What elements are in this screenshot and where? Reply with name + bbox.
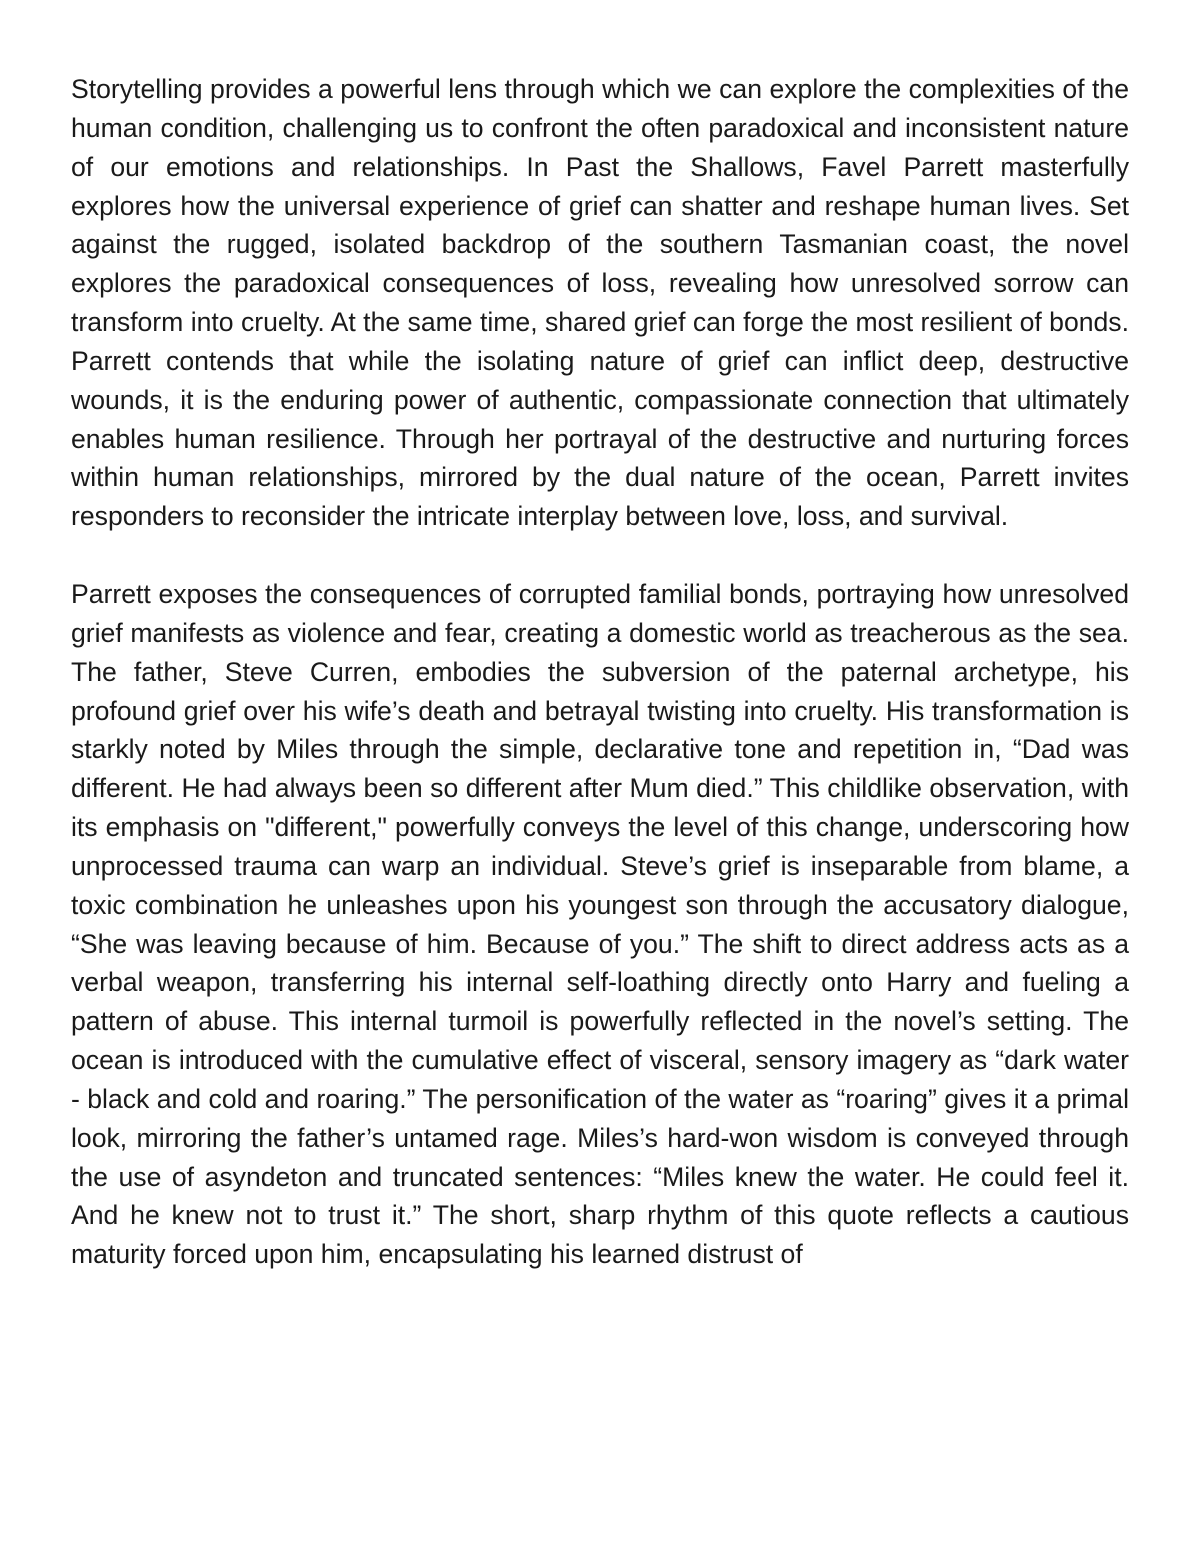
paragraph-body-1: Parrett exposes the consequences of corrupted familial bonds, portraying how unresolved grief manifests as violence and fear, creating a domestic world as treacherous as the sea. The father, Steve Curren, embodies the subversion of the paternal archetype, his profound grief over his wife’s death and betrayal twisting into cruelty. His transformation is starkly noted by Miles through the simple, declarative tone and repetition in, “Dad was different. He had always been so different after Mum died.” This childlike observation, with its emphasis on "different," powerfully conveys the level of this change, underscoring how unprocessed trauma can warp an individual. Steve’s grief is inseparable from blame, a toxic combination he unleashes upon his youngest son through the accusatory dialogue, “She was leaving because of him. Because of you.” The shift to direct address acts as a verbal weapon, transferring his internal self-loathing directly onto Harry and fueling a pattern of abuse. This internal turmoil is powerfully reflected in the novel’s setting. The ocean is introduced with the cumulative effect of visceral, sensory imagery as “dark water - black and cold and roaring.” The personification of the water as “roaring” gives it a primal look, mirroring the father’s untamed rage. Miles’s hard-won wisdom is conveyed through the use of asyndeton and truncated sentences: “Miles knew the water. He could feel it. And he knew not to trust it.” The short, sharp rhythm of this quote reflects a cautious maturity forced upon him, encapsulating his learned distrust of (71, 578, 1129, 1270)
paragraph-introduction: Storytelling provides a powerful lens through which we can explore the complexities of the human condition, challenging us to confront the often paradoxical and inconsistent nature of our emotions and relationships. In Past the Shallows, Favel Parrett masterfully explores how the universal experience of grief can shatter and reshape human lives. Set against the rugged, isolated backdrop of the southern Tasmanian coast, the novel explores the paradoxical consequences of loss, revealing how unresolved sorrow can transform into cruelty. At the same time, shared grief can forge the most resilient of bonds. Parrett contends that while the isolating nature of grief can inflict deep, destructive wounds, it is the enduring power of authentic, compassionate connection that ultimately enables human resilience. Through her portrayal of the destructive and nurturing forces within human relationships, mirrored by the dual nature of the ocean, Parrett invites responders to reconsider the intricate interplay between love, loss, and survival. (71, 74, 1129, 532)
